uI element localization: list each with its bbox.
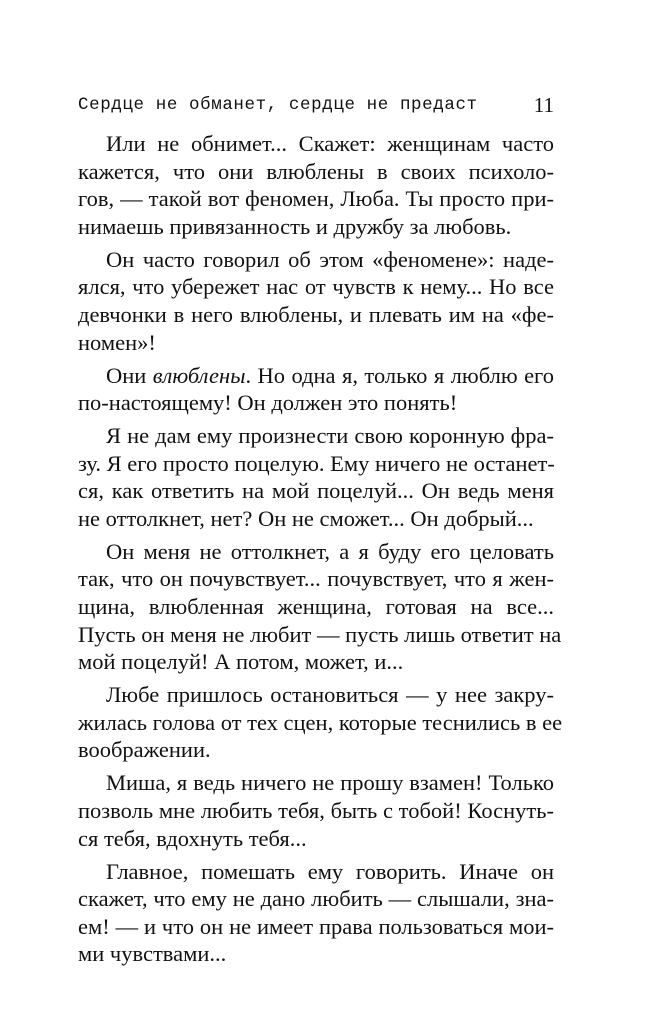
italic-word: влюблены [152, 362, 246, 388]
text-line: кажется, что они влюблены в своих психоло- [78, 158, 554, 184]
text-line [78, 362, 554, 390]
text-line: гов, — такой вот феномен, Люба. Ты просто при- [78, 186, 554, 212]
text-line: воображении. [78, 737, 211, 763]
text-line: мой поцелуй! А потом, может, и... [78, 649, 404, 675]
text-line: скажет, что ему не дано любить — слышали, зна- [78, 886, 554, 912]
text-line: номен»! [78, 329, 156, 355]
text-line: ем! — и что он не имеет права пользоваться мои- [78, 913, 554, 939]
text-line: Или не обнимет... Скажет: женщинам часто [106, 131, 554, 156]
text-line: зу. Я его просто поцелую. Ему ничего не останет- [78, 450, 555, 476]
text-run: . Но одна я, только я люблю его [245, 362, 554, 388]
running-head [78, 92, 554, 118]
body-text [78, 130, 563, 968]
page-number: 11 [533, 93, 554, 117]
running-title: Сердце не обманет, сердце не предаст [78, 95, 478, 115]
text-line: ялся, что убережет нас от чувств к нему... Но все [78, 274, 554, 300]
text-line: позволь мне любить тебя, быть с тобой! Коснуть- [78, 798, 554, 823]
text-line: Он часто говорил об этом «феномене»: наде- [106, 246, 554, 272]
text-line: ми чувствами... [78, 941, 227, 967]
text-line: не оттолкнет, нет? Он не сможет... Он добрый... [78, 505, 534, 531]
text-line: нимаешь привязанность и дружбу за любовь. [78, 213, 512, 239]
text-line: Пусть он меня не любит — пусть лишь ответит на [78, 621, 562, 647]
text-line: девчонки в него влюблены, и плевать им на «фе- [78, 301, 554, 327]
text-line: Он меня не оттолкнет, а я буду его целовать [106, 538, 554, 564]
text-line: ся тебя, вдохнуть тебя... [78, 825, 307, 851]
text-line: Миша, я ведь ничего не прошу взамен! Только [106, 770, 554, 796]
text-line: Главное, помешать ему говорить. Иначе он [106, 858, 554, 884]
text-line: Я не дам ему произнести свою коронную фра- [106, 423, 554, 449]
text-run: Они [106, 362, 153, 388]
text-line: так, что он почувствует... почувствует, что я жен- [78, 566, 554, 592]
text-line: ся, как ответить на мой поцелуй... Он ведь меня [78, 478, 554, 504]
text-line: щина, влюбленная женщина, готовая на все... [78, 594, 554, 620]
text-line: по-настоящему! Он должен это понять! [78, 390, 458, 416]
text-line: жилась голова от тех сцен, которые теснились в ее [78, 709, 563, 735]
text-line: Любе пришлось остановиться — у нее закру- [106, 682, 554, 708]
